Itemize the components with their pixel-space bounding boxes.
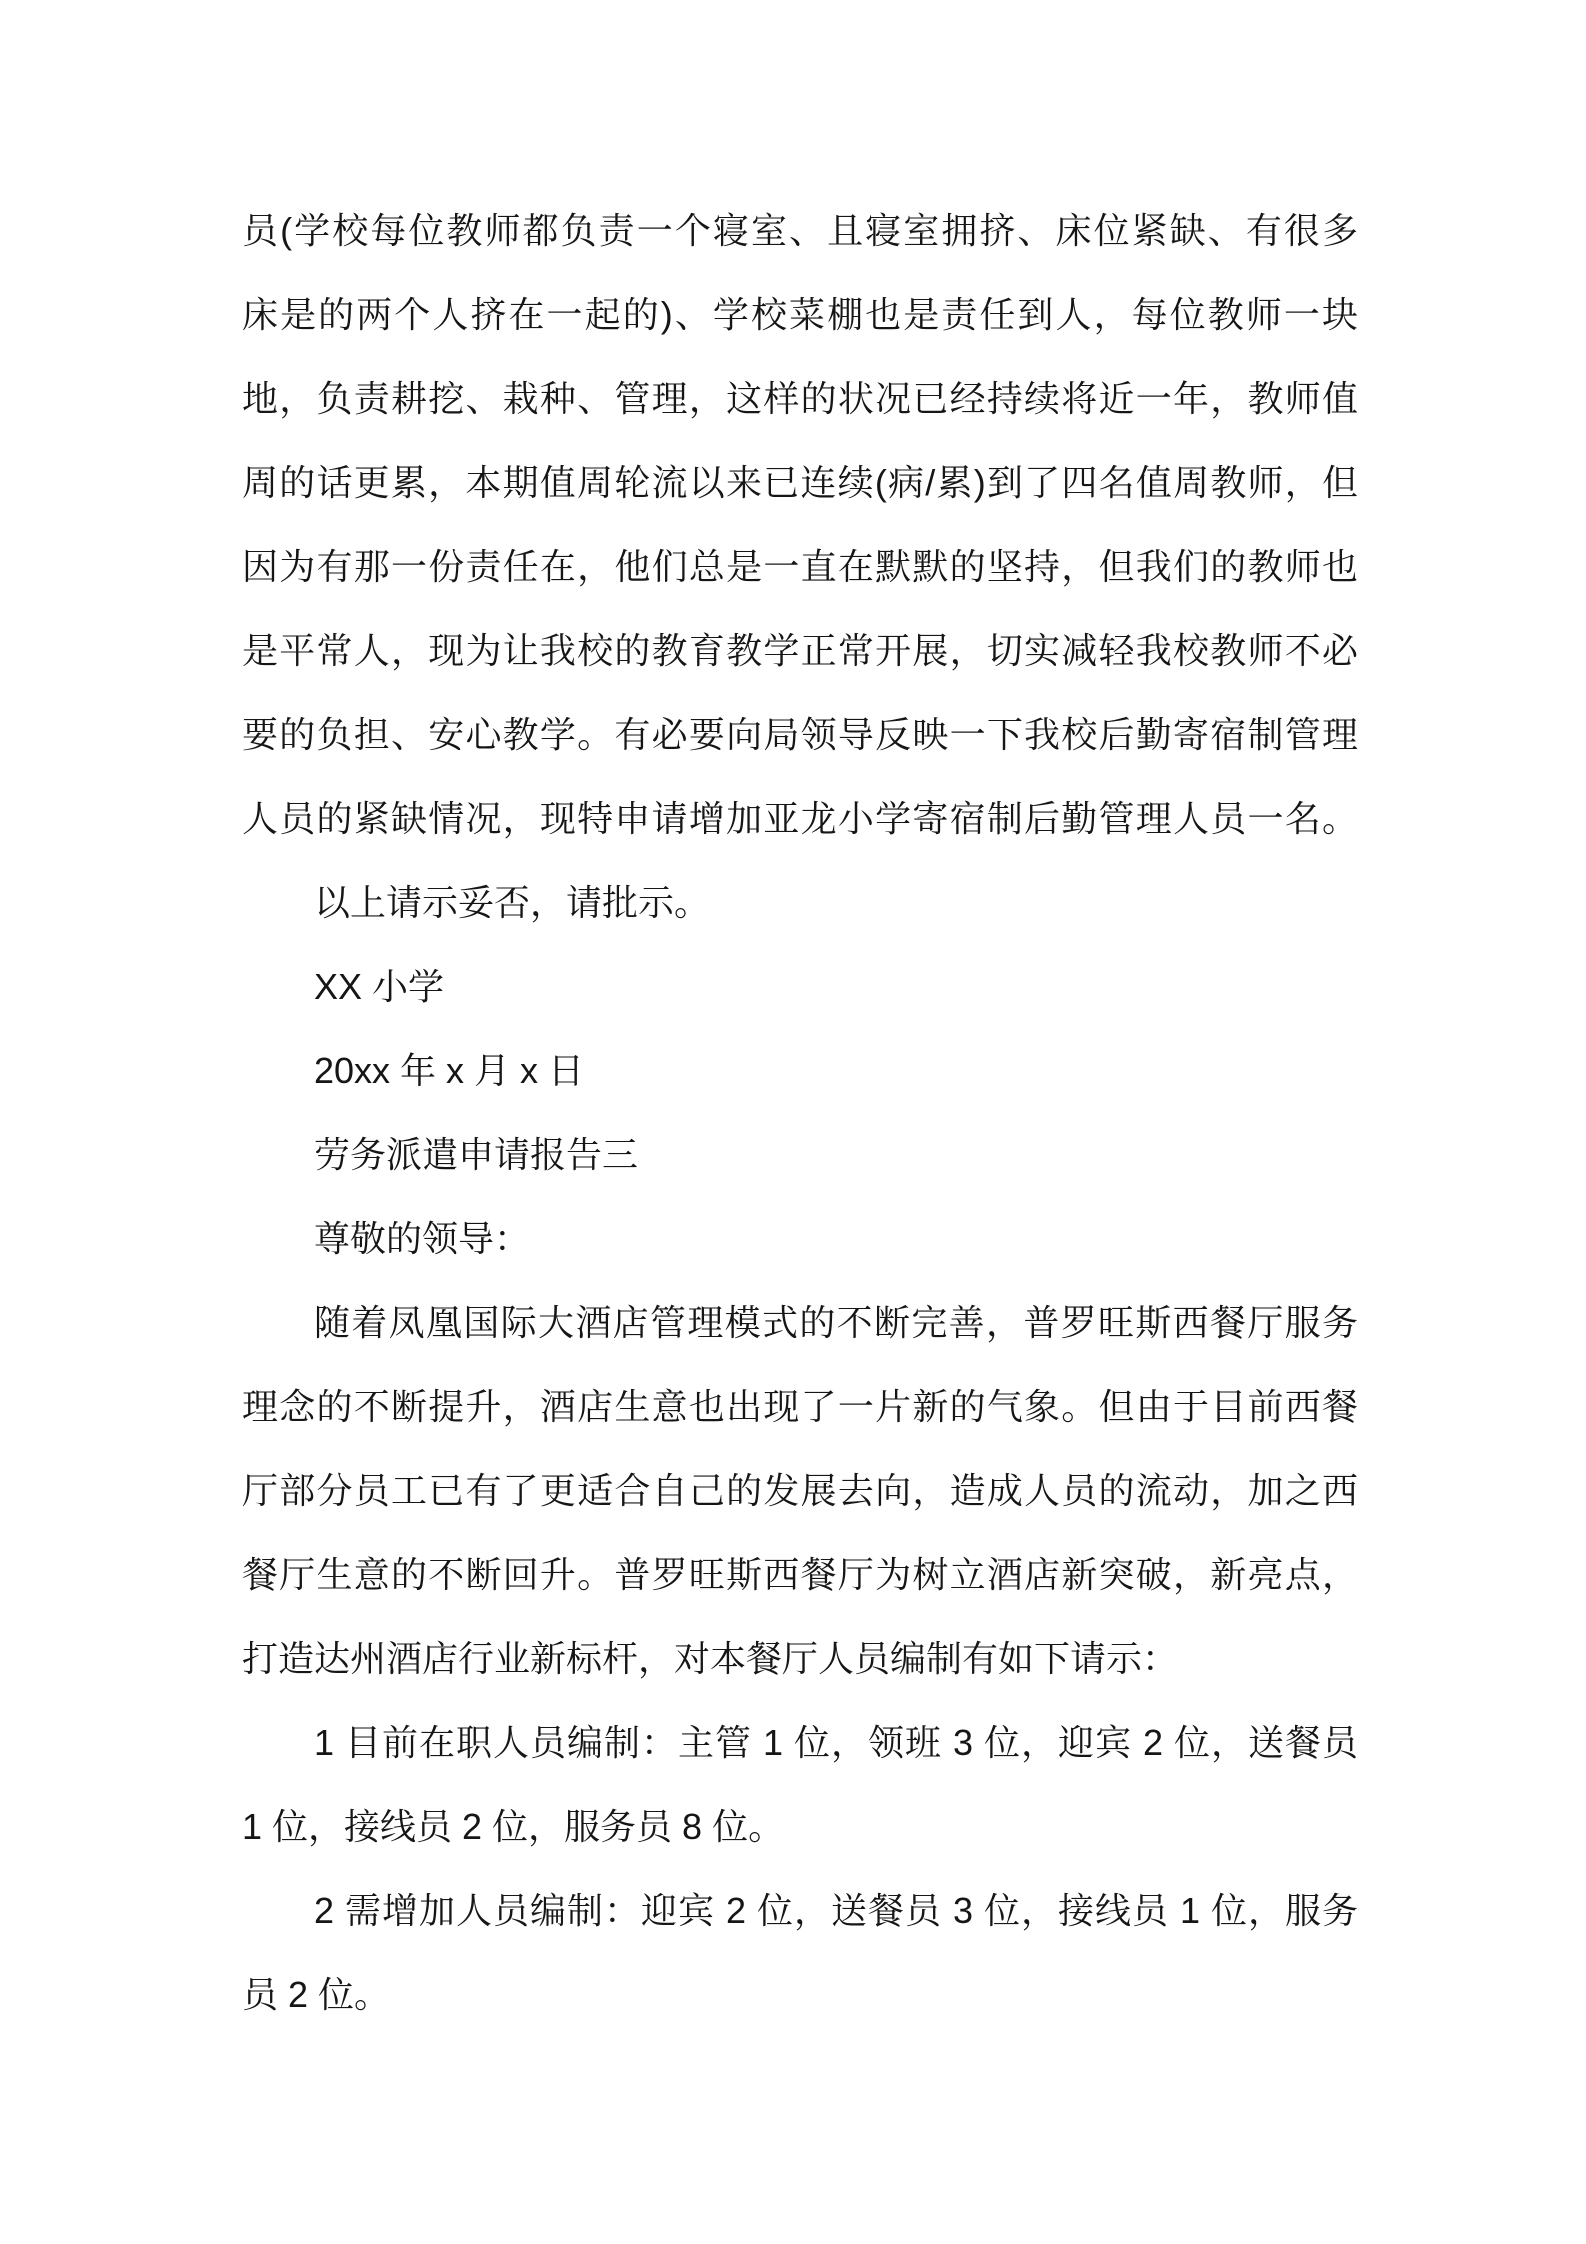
paragraph-line: 地，负责耕挖、栽种、管理，这样的状况已经持续将近一年，教师值 — [242, 378, 1358, 419]
paragraph-line: 周的话更累，本期值周轮流以来已连续(病/累)到了四名值周教师，但 — [242, 462, 1358, 503]
paragraph-line: 随着凤凰国际大酒店管理模式的不断完善，普罗旺斯西餐厅服务 — [314, 1302, 1358, 1343]
body-paragraph — [242, 1281, 1358, 1701]
paragraph-line: 打造达州酒店行业新标杆，对本餐厅人员编制有如下请示： — [242, 1638, 1179, 1679]
signature: XX 小学 — [314, 966, 445, 1007]
paragraph-line: 是平常人，现为让我校的教育教学正常开展，切实减轻我校教师不必 — [242, 630, 1358, 671]
paragraph-line: 餐厅生意的不断回升。普罗旺斯西餐厅为树立酒店新突破，新亮点， — [242, 1554, 1358, 1595]
paragraph-line: 厅部分员工已有了更适合自己的发展去向，造成人员的流动，加之西 — [242, 1470, 1358, 1511]
report-title: 劳务派遣申请报告三 — [314, 1134, 639, 1175]
item-line: 员 2 位。 — [242, 1974, 391, 2015]
salutation: 尊敬的领导： — [314, 1218, 531, 1259]
date: 20xx 年 x 月 x 日 — [314, 1050, 585, 1091]
item-line: 1 目前在职人员编制：主管 1 位，领班 3 位，迎宾 2 位，送餐员 — [314, 1722, 1358, 1763]
continued-paragraph — [242, 189, 1358, 861]
paragraph-line: 人员的紧缺情况，现特申请增加亚龙小学寄宿制后勤管理人员一名。 — [242, 798, 1358, 839]
paragraph-line: 要的负担、安心教学。有必要向局领导反映一下我校后勤寄宿制管理 — [242, 714, 1358, 755]
item-line: 2 需增加人员编制：迎宾 2 位，送餐员 3 位，接线员 1 位，服务 — [314, 1890, 1358, 1931]
closing-request: 以上请示妥否，请批示。 — [314, 882, 711, 923]
paragraph-line: 员(学校每位教师都负责一个寝室、且寝室拥挤、床位紧缺、有很多 — [242, 210, 1358, 251]
paragraph-line: 因为有那一份责任在，他们总是一直在默默的坚持，但我们的教师也 — [242, 546, 1358, 587]
staffing-item-1 — [242, 1701, 1358, 1869]
staffing-item-2 — [242, 1869, 1358, 2037]
document-body — [242, 189, 1358, 2037]
paragraph-line: 床是的两个人挤在一起的)、学校菜棚也是责任到人，每位教师一块 — [242, 294, 1358, 335]
paragraph-line: 理念的不断提升，酒店生意也出现了一片新的气象。但由于目前西餐 — [242, 1386, 1358, 1427]
item-line: 1 位，接线员 2 位，服务员 8 位。 — [242, 1806, 785, 1847]
